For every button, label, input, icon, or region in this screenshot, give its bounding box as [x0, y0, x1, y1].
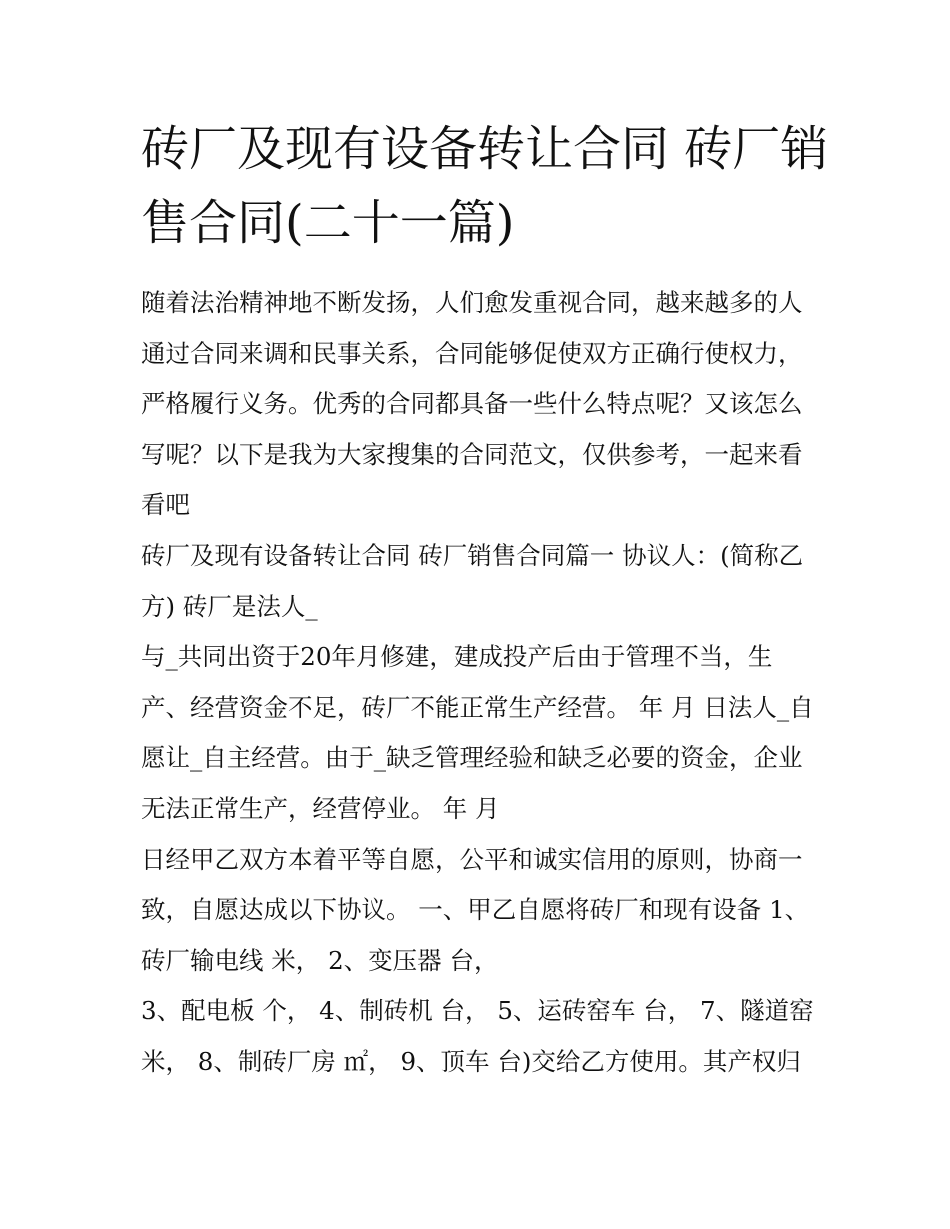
paragraph-parties: 砖厂及现有设备转让合同 砖厂销售合同篇一 协议人：(简称乙方) 砖厂是法人_	[141, 540, 804, 621]
paragraph-background: 与_共同出资于20年月修建，建成投产后由于管理不当，生产、经营资金不足，砖厂不能正常生产经营。 年 月 日法人_自愿让_自主经营。由于_缺乏管理经验和缺乏必要的资金，企业无法正常生产，经营停业。 年 月	[141, 642, 814, 823]
paragraph-equipment: 3、配电板 个， 4、制砖机 台， 5、运砖窑车 台， 7、隧道窑 米， 8、制砖厂房 ㎡， 9、顶车 台)交给乙方使用。其产权归	[141, 996, 814, 1076]
paragraph-agreement: 日经甲乙双方本着平等自愿，公平和诚实信用的原则，协商一致，自愿达成以下协议。 一、甲乙自愿将砖厂和现有设备 1、砖厂输电线 米， 2、变压器 台，	[141, 844, 810, 975]
document-body	[141, 278, 821, 1088]
document-title: 砖厂及现有设备转让合同 砖厂销售合同(二十一篇)	[141, 121, 829, 251]
paragraph-intro: 随着法治精神地不断发扬，人们愈发重视合同，越来越多的人通过合同来调和民事关系，合同能够促使双方正确行使权力，严格履行义务。优秀的合同都具备一些什么特点呢？又该怎么写呢？以下是我为大家搜集的合同范文，仅供参考，一起来看看吧	[141, 288, 803, 520]
